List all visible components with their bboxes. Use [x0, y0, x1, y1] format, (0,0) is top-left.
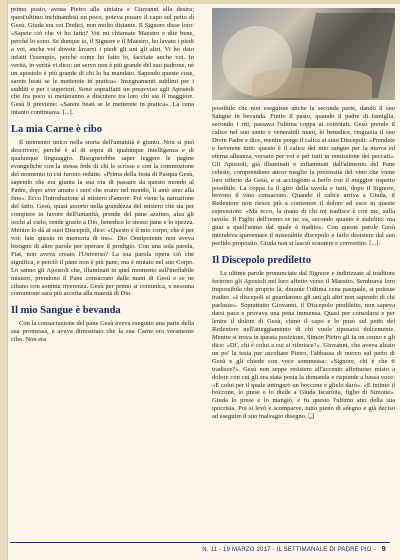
- paragraph: primo posto, avева Pietro alla sinistra e Giovanni alla destra; quest'ultimo inchinandosi un poco, poteva posare il capo sul petto di Gesù. Giuda era coi Dodici, non molto distante. Il Signore disse loro: «Sapete ciò che vi ho fatto? Voi mi chiamate Maestro e dite bene, perché lo sono. Se dunque io, il Signore e il Maestro, ho lavato i piedi a voi, anche voi dovete lavarvi i piedi gli uni gli altri. Vi ho dato infatti l'esempio, perché come ho fatto io, facciate anche voi. In verità, in verità vi dico: un servo non è più grande del suo padrone, né un apostolo è più grande di chi lo ha mandato. Sapendo queste cose, sarete beati se le metterete in pratica». Insegnamenti sublimi per i sudditi e per i superiori. Sono sopraffatti un preavviso agli Apostoli che fra poco si metteranno a discutere tra loro chi sia il maggiore. Gesù li previene: «Sarete beati se le metterete in pratica». La cena intanto continuava. [...].: [11, 6, 194, 117]
- page-left-border: [0, 0, 8, 560]
- painting-image: [212, 8, 395, 100]
- footer-rule: [10, 542, 390, 543]
- right-column: [212, 6, 395, 421]
- paragraph: possibile che non eseguisse anche la seconda parte, dando il suo Sangue in bevanda. Finito il pasto, quando il padre di famiglia, secondo i riti, passava l'ultima coppa ai convitati, Gesù prende il calice nel suo santo e venerabili mani, lo benedice, ringrazia il suo Divin Padre e dice, mentre porge il calice ai suoi Discepoli: «Prendete e bevetene tutti: questo è il calice del mio sangue per la nuova ed eterna alleanza, versato per voi e per tutti in remissione dei peccati». Gli Apostoli, già illuminati e infiammati dall'alimento del Pane celeste, comprendono ancor meglio la preziosità del vino che viene loro offerto da Gesù, e si accingono a berlo con il maggior rispetto possibile. La coppa fa il giro della tavola e tutti, dopo il Signore, bevono il vino consacrato. Quando il calice arriva a Giuda, il Redentore non riesce più a contenere il dolore ed esce in queste espressioni: «Ma ecco, la mano di chi mi tradisce è con me, sulla tavola. Il Figlio dell'uomo se ne va, secondo quanto è stabilito: ma guai a quell'uomo dal quale è tradito». Con queste parole Gesù intendeva spaventare il miserabile discepolo e farlo desistere dal suo perfido proposito. Giuda non si lasciò scuotere e convertire. [...].: [212, 105, 395, 248]
- section-heading: Il Discepolo prediletto: [212, 255, 311, 267]
- left-column: [11, 6, 194, 344]
- page-top-border: [0, 0, 400, 4]
- paragraph: Le ultime parole pronunciate dal Signore e indirizzate al traditore ferirono gli Apostoli nel loro affetto verso il Maestro. Sembrava loro impossibile che proprio là, durante l'ultima cena pasquale, si potesse tradire. «I discepoli si guardarono gli uni gli altri non sapendo di chi parlasse». Soprattutto Giovanni, il Discepolo prediletto, non sapeva darsi pace e provava una pena immensa. Quasi per consolarsi e per lenire il dolore di Gesù, chinò il capo e lo posò sul petto del Redentore nell'atteggiamento di chi vuole riposarsi dolcemente. Mentre si trova in questa posizione, Simon Pietro gli fa un cenno e gli dice: «Di', chi è colui a cui si riferisce?». Giovanni, che aveva alzato un po' la testa per ascoltare Pietro, l'abbassa di nuovo sul petto di Gesù e gli chiede con voce sommessa: «Signore, chi è che ti tradisce?». Gesù non seppe resistere all'accento affettuoso misto a dolore con cui gli era stata posta la domanda e risponde a bassa voce: «È colui per il quale intingerò un boccone e glielo darò». «E intinto il boccone, lo prese e lo diede a Giuda Iscariota, figlio di Simone». Giuda lo prese e lo mangiò, e fu questo l'ultimo atto della sua ipocrisia. Poi si levò e scomparve, tutto pieno di sdegno e già deciso ad eseguire il suo malvagio disegno. ❑: [212, 270, 395, 421]
- page-number: 9: [381, 544, 386, 553]
- magazine-page: [9, 6, 395, 536]
- section-heading: La mia Carne è cibo: [11, 124, 102, 136]
- footer-issue-text: N. 11 - 19 MARZO 2017 - IL SETTIMANALE DI PADRE PIO -: [202, 547, 376, 553]
- paragraph: Con la consacrazione del pane Gesù aveva eseguito una parte della sua promessa, e aveva dimostrato che la sua Carne era veramente cibo. Non era: [11, 320, 194, 344]
- section-heading: Il mio Sangue è bevanda: [11, 305, 121, 317]
- paragraph: Il momento unico nella storia dell'umanità è giunto. Non si può descrivere, perché è al di sopra di qualunque intelligenza e di qualunque linguaggio. Bisognerebbe saper leggere le pagine evangeliche con la stessa fede di chi le scrisse e con la commozione del momento in cui furono redatte. «Prima della festa di Pasqua Gesù, sapendo che era giunta la sua ora di passare da questo mondo al Padre, dopo aver amato i suoi che erano nel mondo, li amò sino alla fine». Ecco l'introduzione al mistero d'amore. Poi viene la narrazione del fatto. Gesù, quasi assorto nella grandezza del mistero che sta per compiere in favore dell'umanità, prende del pane azzimo, alza gli occhi al cielo, rende grazie a Dio, benedice lo stesso pane e lo spezza. Mentre lo dà ai suoi Discepoli, dice: «Questo è il mio corpo, che è per voi; fate questo in memoria di me». Dio Onnipotente non aveva bisogno di altre parole per operare il prodigio. Con una sola parola, Fiat, non aveva creato l'Universo? La sua parola opera ciò che significa, e perciò il pane non è più pane, ma è mutato nel suo Corpo. Lo sanno gli Apostoli che, illuminati in quel momento sull'ineffabile mistero, prendono il Pane consacrato dalle mani di Gesù e se ne cibano con somma riverenza. Gesù per primo si comunica, e nessuna comunione sarà più accetta alla maestà di Dio.: [11, 139, 194, 298]
- page-footer: [0, 542, 400, 554]
